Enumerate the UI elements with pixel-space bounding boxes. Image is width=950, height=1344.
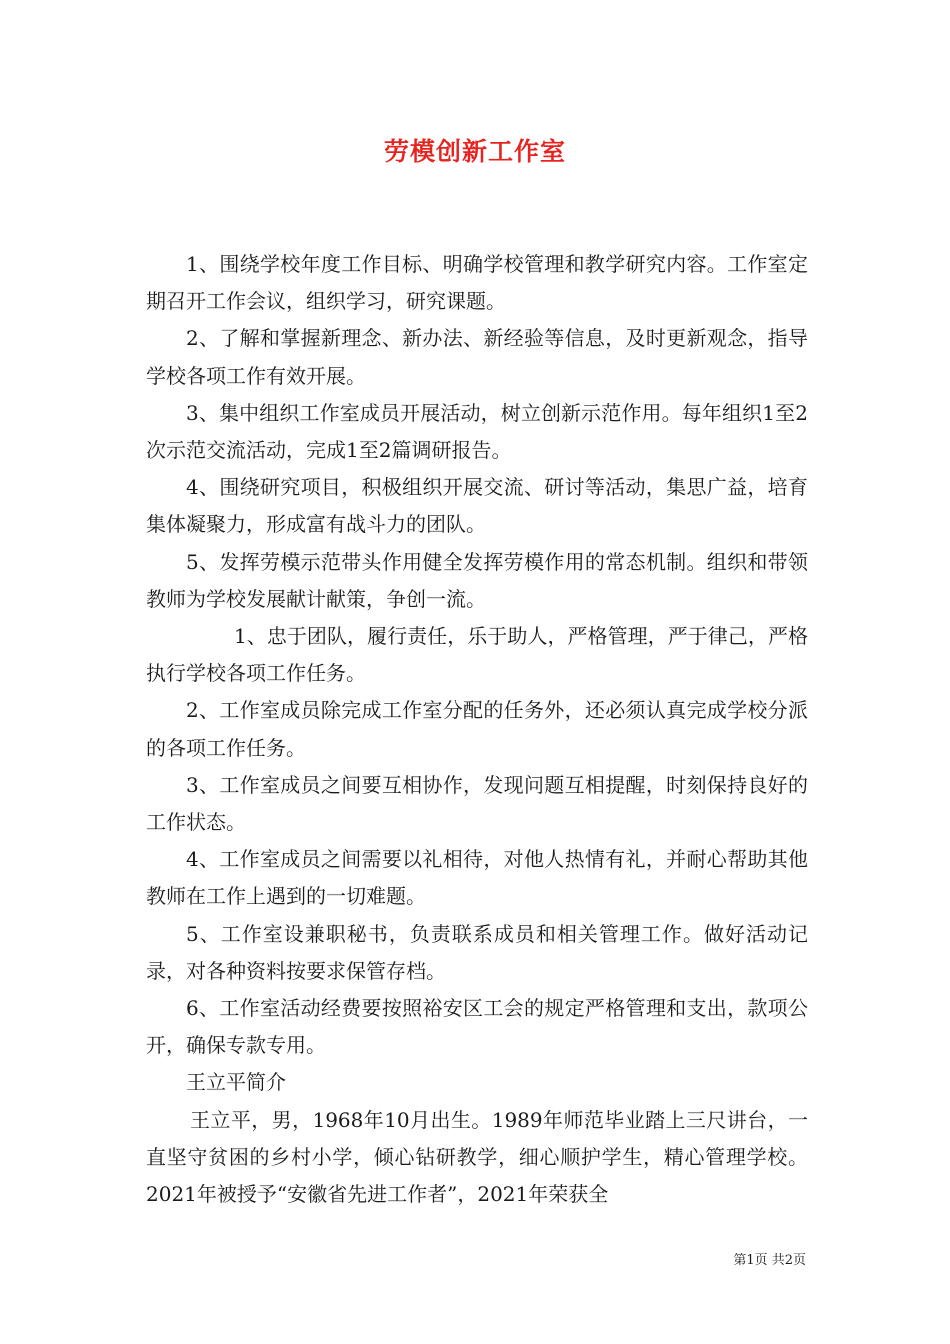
paragraph: 4、工作室成员之间需要以礼相待，对他人热情有礼，并耐心帮助其他教师在工作上遇到的一切难题。 xyxy=(146,847,808,909)
paragraph: 1、忠于团队，履行责任，乐于助人，严格管理，严于律己，严格执行学校各项工作任务。 xyxy=(146,624,808,686)
paragraph: 3、工作室成员之间要互相协作，发现问题互相提醒，时刻保持良好的工作状态。 xyxy=(146,772,808,835)
document-title: 劳模创新工作室 xyxy=(383,137,566,166)
document-body xyxy=(146,246,808,1213)
paragraph: 3、集中组织工作室成员开展活动，树立创新示范作用。每年组织1至2次示范交流活动，完成1至2篇调研报告。 xyxy=(146,400,808,463)
paragraph: 1、围绕学校年度工作目标、明确学校管理和教学研究内容。工作室定期召开工作会议，组织学习，研究课题。 xyxy=(146,252,808,314)
paragraph: 5、工作室设兼职秘书，负责联系成员和相关管理工作。做好活动记录，对各种资料按要求保管存档。 xyxy=(146,921,808,983)
paragraph: 2、工作室成员除完成工作室分配的任务外，还必须认真完成学校分派的各项工作任务。 xyxy=(146,698,808,760)
page-number: 第1页 共2页 xyxy=(733,1253,806,1268)
section-heading: 王立平简介 xyxy=(186,1070,286,1095)
paragraph: 王立平，男，1968年10月出生。1989年师范毕业踏上三尺讲台，一直坚守贫困的乡村小学，倾心钻研教学，细心顺护学生，精心管理学校。2021年被授予“安徽省先进工作者”，2021年荣获全 xyxy=(146,1107,808,1207)
paragraph: 6、工作室活动经费要按照裕安区工会的规定严格管理和支出，款项公开，确保专款专用。 xyxy=(146,996,808,1058)
paragraph: 5、发挥劳模示范带头作用健全发挥劳模作用的常态机制。组织和带领教师为学校发展献计献策，争创一流。 xyxy=(146,549,808,611)
paragraph: 4、围绕研究项目，积极组织开展交流、研讨等活动，集思广益，培育集体凝聚力，形成富有战斗力的团队。 xyxy=(146,475,808,537)
paragraph: 2、了解和掌握新理念、新办法、新经验等信息，及时更新观念，指导学校各项工作有效开展。 xyxy=(146,326,808,388)
